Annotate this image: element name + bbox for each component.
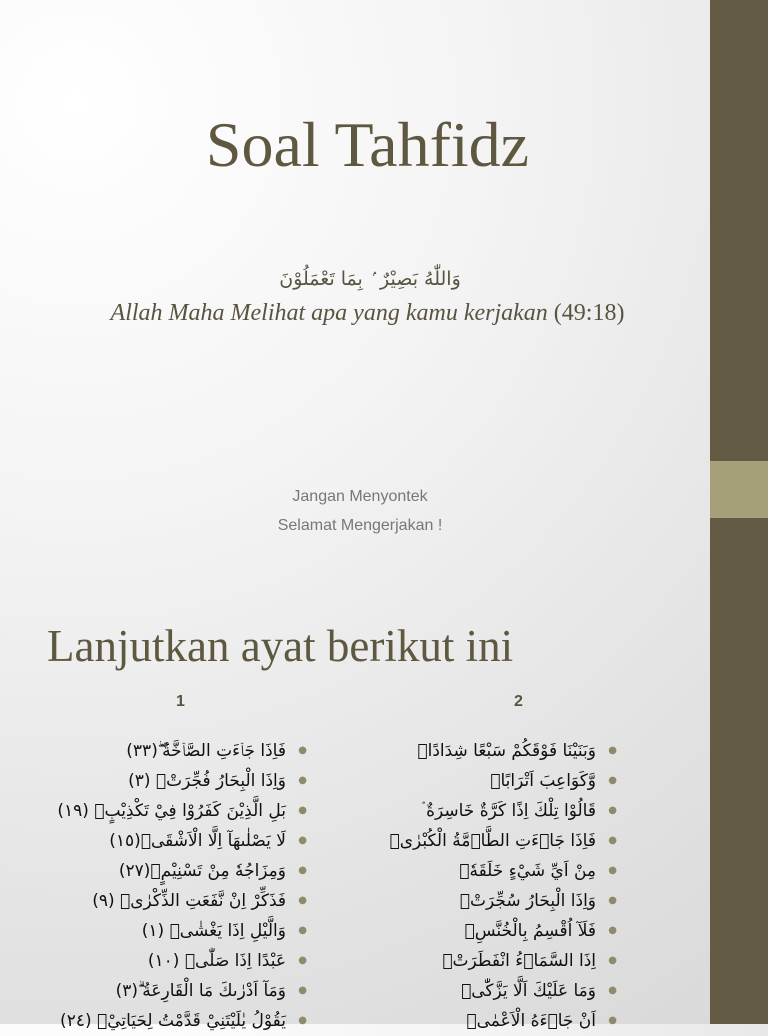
verse-text: وَمَا عَلَيْكَ اَلَّا يَزَّكّٰىۗ	[461, 981, 596, 1001]
note-good-luck: Selamat Mengerjakan !	[277, 517, 443, 534]
arabic-quote: وَاللّٰهُ بَصِيْرٌ ۢ بِمَا تَعْمَلُوْنَ	[279, 268, 461, 290]
section-heading: Lanjutkan ayat berikut ini	[47, 621, 514, 671]
verse-text: وَبَنَيْنَا فَوْقَكُمْ سَبْعًا شِدَادًاۙ	[417, 741, 596, 761]
verse-text: وَاِذَا الْبِحَارُ فُجِّرَتْۙ (٣)	[128, 771, 286, 791]
list-item	[390, 796, 617, 826]
translation-text: Allah Maha Melihat apa yang kamu kerjakan	[110, 300, 548, 326]
verse-text: وَالَّيْلِ اِذَا يَغْشٰىۙ (١)	[141, 921, 286, 941]
bullet-icon: ●	[298, 835, 307, 846]
quote-translation	[0, 300, 735, 327]
list-item	[57, 946, 307, 976]
column-1-label: 1	[176, 693, 185, 710]
verse-text: اِذَا السَّمَاۤءُ انْفَطَرَتْۙ	[442, 951, 596, 971]
bullet-icon: ●	[298, 1015, 307, 1026]
list-item	[57, 796, 307, 826]
column-1-list	[57, 736, 307, 1036]
bullet-icon: ●	[608, 865, 617, 876]
bullet-icon: ●	[608, 805, 617, 816]
list-item	[57, 856, 307, 886]
verse-text: وَاِذَا الْبِحَارُ سُجِّرَتْۖ	[459, 891, 596, 911]
verse-text: اَنْ جَاۤءَهُ الْاَعْمٰىۗ	[466, 1011, 596, 1031]
bullet-icon: ●	[298, 985, 307, 996]
list-item	[390, 1006, 617, 1036]
list-item	[390, 766, 617, 796]
bullet-icon: ●	[608, 835, 617, 846]
bullet-icon: ●	[608, 1015, 617, 1026]
list-item	[390, 976, 617, 1006]
verse-text: مِنْ اَيِّ شَيْءٍ خَلَقَهٗۗ	[459, 861, 596, 881]
column-2-label: 2	[514, 693, 523, 710]
list-item	[57, 766, 307, 796]
slide-title: Soal Tahfidz	[205, 109, 530, 180]
list-item	[57, 916, 307, 946]
bullet-icon: ●	[608, 775, 617, 786]
list-item	[390, 946, 617, 976]
list-item	[390, 736, 617, 766]
verse-text: بَلِ الَّذِيْنَ كَفَرُوْا فِيْ تَكْذِيْبٍۙ (١٩)	[57, 801, 286, 821]
bullet-icon: ●	[298, 955, 307, 966]
verse-text: عَبْدًا اِذَا صَلّٰىۗ (١٠)	[147, 951, 286, 971]
list-item	[57, 736, 307, 766]
verse-text: يَقُوْلُ يٰلَيْتَنِيْ قَدَّمْتُ لِحَيَاتِيْۚ (٢٤)	[60, 1011, 286, 1031]
bullet-icon: ●	[298, 775, 307, 786]
note-no-cheating: Jangan Menyontek	[292, 488, 428, 505]
verse-text: فَذَكِّرْ اِنْ نَّفَعَتِ الذِّكْرٰىۗ (٩)	[92, 891, 286, 911]
verse-text: وَّكَوَاعِبَ اَتْرَابًاۙ	[490, 771, 596, 791]
verse-reference: (49:18)	[553, 300, 625, 326]
list-item	[390, 856, 617, 886]
verse-text: قَالُوْا تِلْكَ اِذًا كَرَّةٌ خَاسِرَةٌ ۘ	[421, 801, 596, 821]
verse-text: لَا يَصْلٰىهَآ اِلَّا الْاَشْقَىۙ(١٥)	[109, 831, 286, 851]
bullet-icon: ●	[608, 745, 617, 756]
verse-text: فَاِذَا جَاۤءَتِ الطَّاۤمَّةُ الْكُبْرٰىۖ	[389, 831, 596, 851]
list-item	[57, 826, 307, 856]
bullet-icon: ●	[608, 895, 617, 906]
bullet-icon: ●	[298, 745, 307, 756]
bullet-icon: ●	[298, 865, 307, 876]
notes	[0, 482, 720, 540]
list-item	[390, 886, 617, 916]
column-2-list	[389, 736, 617, 1036]
list-item	[57, 886, 307, 916]
verse-text: وَمِزَاجُهٗ مِنْ تَسْنِيْمٍۙ(٢٧)	[118, 861, 286, 881]
bullet-icon: ●	[608, 925, 617, 936]
list-item	[390, 916, 617, 946]
bullet-icon: ●	[298, 925, 307, 936]
bullet-icon: ●	[608, 985, 617, 996]
list-item	[389, 826, 617, 856]
verse-text: فَلَآ اُقْسِمُ بِالْخُنَّسِۙ	[464, 921, 596, 941]
verse-text: فَاِذَا جَاۤءَتِ الصَّاۤخَّةُ ۖ(٣٣)	[126, 741, 286, 761]
bullet-icon: ●	[298, 805, 307, 816]
verse-text: وَمَآ اَدْرٰىكَ مَا الْقَارِعَةُ ۗ(٣)	[115, 981, 286, 1001]
list-item	[57, 976, 307, 1006]
bullet-icon: ●	[608, 955, 617, 966]
bullet-icon: ●	[298, 895, 307, 906]
decorative-side-bar	[710, 0, 768, 1024]
list-item	[57, 1006, 307, 1036]
decorative-accent-block	[710, 461, 768, 518]
